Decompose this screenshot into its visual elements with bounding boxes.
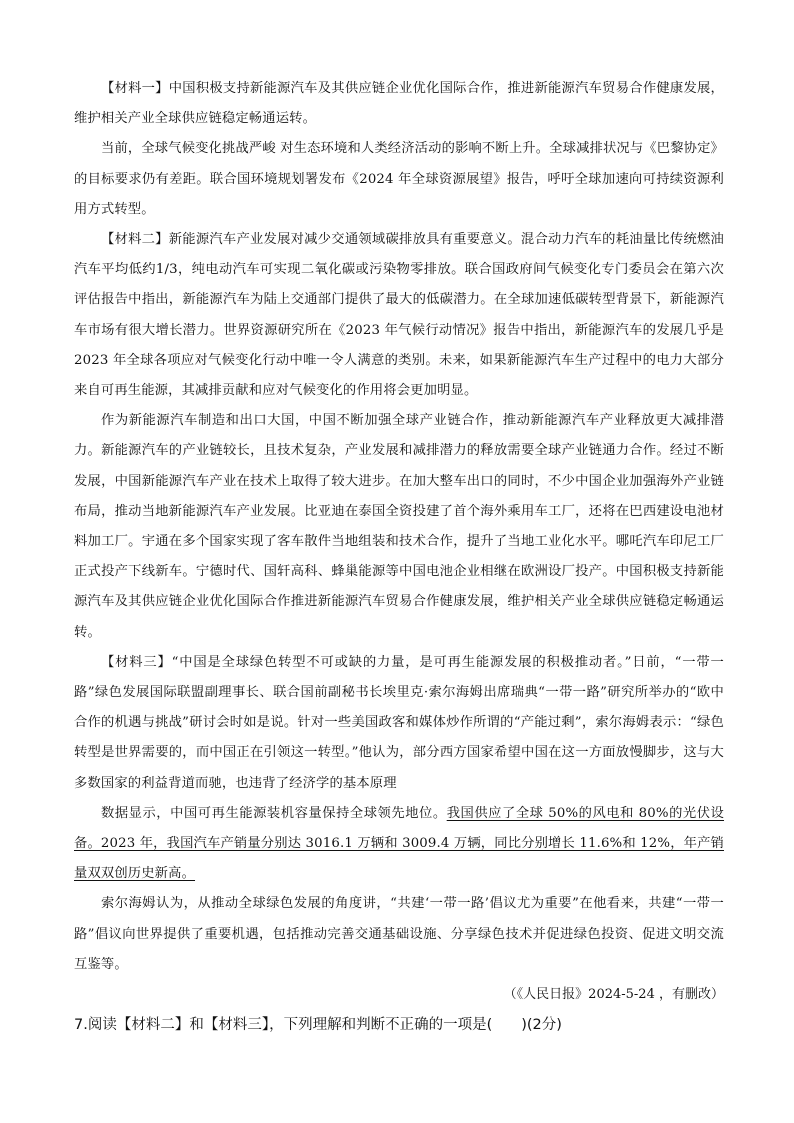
data-statement: 数据显示，中国可再生能源装机容量保持全球领先地位。 bbox=[101, 805, 447, 821]
material-2-paragraph-1: 【材料二】新能源汽车产业发展对减少交通领域碳排放具有重要意义。混合动力汽车的耗油量比传统燃油汽车平均低约1/3，纯电动汽车可实现二氧化碳或污染物零排放。联合国政府间气候变化专门委员会在第六次评估报告中指出，新能源汽车为陆上交通部门提供了最大的低碳潜力。在全球加速低碳转型背景下，新能源汽车市场有很大增长潜力。世界资源研究所在《2023 年气候行动情况》报告中指出，新能源汽车的发展几乎是 2023 年全球各项应对气候变化行动中唯一令人满意的类别。未来，如果新能源汽车生产过程中的电力大部分来自可再生能源，其减排贡献和应对气候变化的作用将会更加明显。 bbox=[74, 232, 724, 399]
material-1-paragraph-2: 当前，全球气候变化挑战严峻 对生态环境和人类经济活动的影响不断上升。全球减排状况与《巴黎协定》的目标要求仍有差距。联合国环境规划署发布《2024 年全球资源展望》报告，呼吁全球加速向可持续资源利用方式转型。 bbox=[74, 141, 724, 217]
underlined-statistics: 我国供应了全球 50%的风电和 80%的光伏设备。2023 年，我国汽车产销量分别达 3016.1 万辆和 3009.4 万辆，同比分别增长 11.6%和 12%，年产销量双双创历史新高。 bbox=[74, 805, 725, 882]
material-3-paragraph-3: 索尔海姆认为，从推动全球绿色发展的角度讲，“共建‘一带一路’倡议尤为重要”在他看来，共建“一带一路”倡议向世界提供了重要机遇，包括推动完善交通基础设施、分享绿色技术并促进绿色投资、促进文明交流互鉴等。 bbox=[74, 896, 724, 972]
question-7: 7.阅读【材料二】和【材料三】，下列理解和判断不正确的一项是( )(2分) bbox=[74, 1017, 562, 1033]
material-2-paragraph-2: 作为新能源汽车制造和出口大国，中国不断加强全球产业链合作，推动新能源汽车产业释放更大减排潜力。新能源汽车的产业链较长，且技术复杂，产业发展和减排潜力的释放需要全球产业链通力合作。经过不断发展，中国新能源汽车产业在技术上取得了较大进步。在加大整车出口的同时，不少中国企业加强海外产业链布局，推动当地新能源汽车产业发展。比亚迪在泰国全资投建了首个海外乘用车工厂，还将在巴西建设电池材料加工厂。宇通在多个国家实现了客车散件当地组装和技术合作，提升了当地工业化水平。哪吒汽车印尼工厂正式投产下线新车。宁德时代、国轩高科、蜂巢能源等中国电池企业相继在欧洲设厂投产。中国积极支持新能源汽车及其供应链企业优化国际合作推进新能源汽车贸易合作健康发展，维护相关产业全球供应链稳定畅通运转。 bbox=[74, 413, 724, 640]
material-3-paragraph-2 bbox=[74, 799, 724, 890]
material-3-paragraph-1: 【材料三】“中国是全球绿色转型不可或缺的力量，是可再生能源发展的积极推动者。”日前，“一带一路”绿色发展国际联盟副理事长、联合国前副秘书长埃里克·索尔海姆出席瑞典“一带一路”研究所举办的“欧中合作的机遇与挑战”研讨会时如是说。针对一些美国政客和媒体炒作所谓的“产能过剩”，索尔海姆表示：“绿色转型是世界需要的，而中国正在引领这一转型。”他认为，部分西方国家希望中国在这一方面放慢脚步，这与大多数国家的利益背道而驰，也违背了经济学的基本原理 bbox=[74, 654, 724, 791]
source-citation: （《人民日报》2024-5-24 ，有删改） bbox=[503, 987, 724, 1003]
article-body bbox=[74, 74, 724, 1010]
material-1-paragraph-1: 【材料一】中国积极支持新能源汽车及其供应链企业优化国际合作，推进新能源汽车贸易合作健康发展，维护相关产业全球供应链稳定畅通运转。 bbox=[74, 81, 724, 127]
